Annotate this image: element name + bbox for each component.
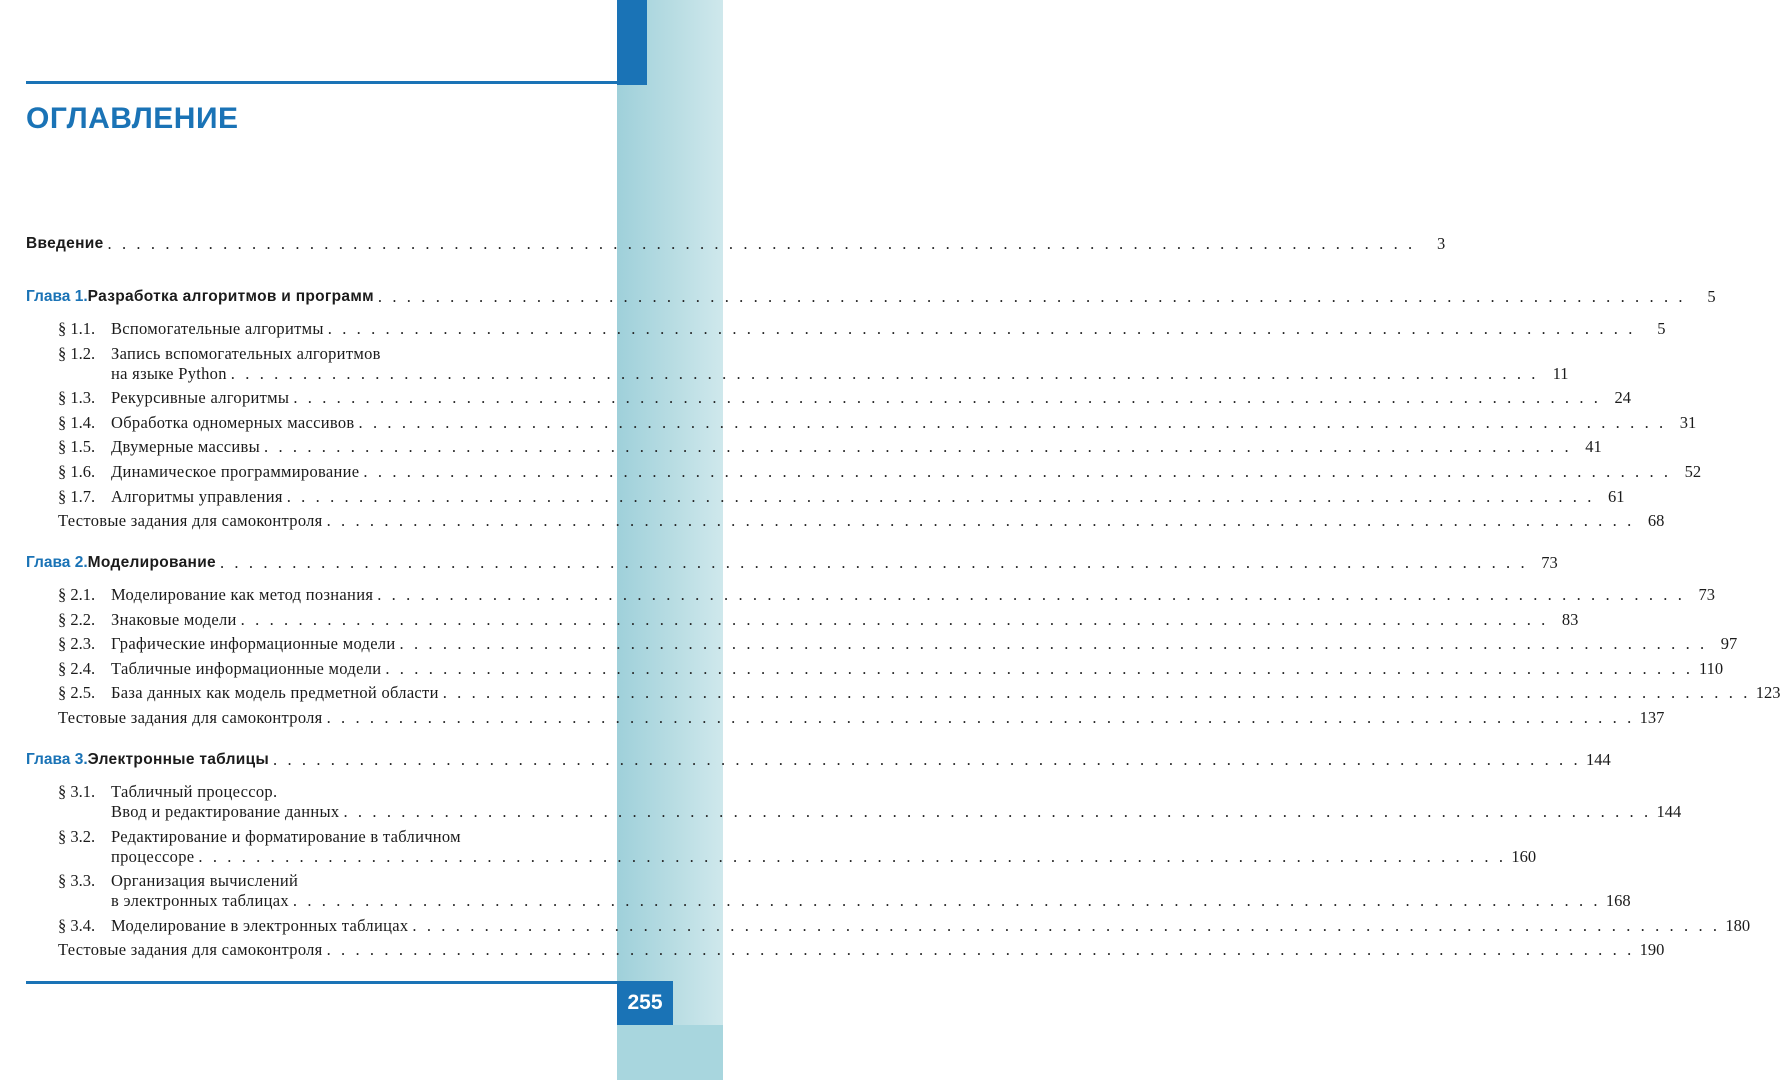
toc-chapter-3[interactable]: [26, 746, 1611, 770]
section-number: § 1.1.: [58, 319, 96, 338]
section-label-cont: процессоре: [111, 846, 195, 866]
toc-test[interactable]: [58, 936, 1665, 960]
leader-dots: . . . . . . . . . . . . . . . . . . . . . . . . . . . . . . . . . . . . . . . . . . . . . . . . . . . . . . . . . . . . . . . . . . . . . . . . . . . . . . . . . . . . . . . . . . .: [326, 708, 1635, 727]
section-label-cont: Ввод и редактирование данных: [111, 802, 340, 821]
leader-dots: . . . . . . . . . . . . . . . . . . . . . . . . . . . . . . . . . . . . . . . . . . . . . . . . . . . . . . . . . . . . . . . . . . . . . . . . . . . . . . . . . . . . . . . . . . .: [292, 891, 1601, 911]
section-number: § 2.2.: [58, 609, 96, 629]
section-number: § 3.4.: [58, 915, 96, 935]
leader-dots: . . . . . . . . . . . . . . . . . . . . . . . . . . . . . . . . . . . . . . . . . . . . . . . . . . . . . . . . . . . . . . . . . . . . . . . . . . . . . . . . . . . . . . . . . . .: [399, 634, 1708, 654]
intro-label: Введение: [26, 235, 104, 252]
page-ref: 41: [1585, 437, 1602, 457]
leader-dots: . . . . . . . . . . . . . . . . . . . . . . . . . . . . . . . . . . . . . . . . . . . . . . . . . . . . . . . . . . . . . . . . . . . . . . . . . . . . . . . . . . . . . . . . . . .: [230, 363, 1539, 383]
leader-dots: . . . . . . . . . . . . . . . . . . . . . . . . . . . . . . . . . . . . . . . . . . . . . . . . . . . . . . . . . . . . . . . . . . . . . . . . . . . . . . . . . . . . . . . . . . .: [286, 486, 1595, 506]
toc-section[interactable]: [58, 433, 1602, 457]
toc-section[interactable]: [58, 679, 1780, 703]
leader-dots: . . . . . . . . . . . . . . . . . . . . . . . . . . . . . . . . . . . . . . . . . . . . . . . . . . . . . . . . . . . . . . . . . . . . . . . . . . . . . . . . . . . . . . . . . . .: [107, 234, 1416, 253]
page-number: 255: [617, 981, 673, 1025]
section-number: § 1.5.: [58, 437, 96, 457]
top-corner-tab: [617, 0, 647, 85]
leader-dots: . . . . . . . . . . . . . . . . . . . . . . . . . . . . . . . . . . . . . . . . . . . . . . . . . . . . . . . . . . . . . . . . . . . . . . . . . . . . . . . . . . . . . . . . . . .: [442, 683, 1751, 703]
toc-section[interactable]: [58, 798, 1682, 822]
leader-dots: . . . . . . . . . . . . . . . . . . . . . . . . . . . . . . . . . . . . . . . . . . . . . . . . . . . . . . . . . . . . . . . . . . . . . . . . . . . . . . . . . . . . . . . . . . .: [343, 802, 1652, 821]
toc-section[interactable]: [58, 483, 1625, 507]
section-number: § 1.7.: [58, 486, 96, 506]
test-label: Тестовые задания для самоконтроля: [58, 511, 323, 531]
page-ref: 180: [1725, 915, 1751, 935]
section-number: § 2.4.: [58, 658, 96, 678]
section-label: Двумерные массивы: [111, 437, 260, 457]
toc-section[interactable]: [58, 458, 1702, 482]
section-label: Табличный процессор.: [111, 782, 278, 801]
page-ref: 190: [1639, 940, 1665, 960]
page-ref: 144: [1585, 750, 1611, 769]
page-ref: 137: [1639, 708, 1665, 727]
toc-section[interactable]: [58, 409, 1697, 433]
section-number: § 2.1.: [58, 585, 96, 604]
leader-dots: . . . . . . . . . . . . . . . . . . . . . . . . . . . . . . . . . . . . . . . . . . . . . . . . . . . . . . . . . . . . . . . . . . . . . . . . . . . . . . . . . . . . . . . . . . .: [385, 658, 1694, 678]
leader-dots: . . . . . . . . . . . . . . . . . . . . . . . . . . . . . . . . . . . . . . . . . . . . . . . . . . . . . . . . . . . . . . . . . . . . . . . . . . . . . . . . . . . . . . . . . . .: [358, 412, 1667, 432]
test-label: Тестовые задания для самоконтроля: [58, 940, 323, 960]
toc-section[interactable]: [58, 606, 1579, 630]
page-ref: 73: [1541, 553, 1558, 572]
section-label: Моделирование в электронных таблицах: [111, 915, 409, 935]
page-ref: 61: [1607, 486, 1625, 506]
leader-dots: . . . . . . . . . . . . . . . . . . . . . . . . . . . . . . . . . . . . . . . . . . . . . . . . . . . . . . . . . . . . . . . . . . . . . . . . . . . . . . . . . . . . . . . . . . .: [273, 750, 1581, 769]
toc-chapter-1[interactable]: [26, 283, 1716, 307]
section-number: § 2.3.: [58, 634, 96, 654]
page-ref: 97: [1720, 634, 1738, 654]
page-ref: 110: [1698, 658, 1724, 678]
section-number: § 3.3.: [58, 871, 96, 891]
leader-dots: . . . . . . . . . . . . . . . . . . . . . . . . . . . . . . . . . . . . . . . . . . . . . . . . . . . . . . . . . . . . . . . . . . . . . . . . . . . . . . . . . . . . . . . . . . .: [293, 388, 1602, 408]
section-label-cont: в электронных таблицах: [111, 891, 289, 911]
section-number: § 1.2.: [58, 343, 96, 363]
section-label: Динамическое программирование: [111, 462, 360, 481]
toc-section[interactable]: [58, 887, 1631, 911]
leader-dots: . . . . . . . . . . . . . . . . . . . . . . . . . . . . . . . . . . . . . . . . . . . . . . . . . . . . . . . . . . . . . . . . . . . . . . . . . . . . . . . . . . . . . . . . . . .: [219, 553, 1528, 572]
page-ref: 68: [1647, 511, 1665, 531]
section-label: Вспомогательные алгоритмы: [111, 319, 324, 338]
leader-dots: . . . . . . . . . . . . . . . . . . . . . . . . . . . . . . . . . . . . . . . . . . . . . . . . . . . . . . . . . . . . . . . . . . . . . . . . . . . . . . . . . . . . . . . . . . .: [326, 940, 1635, 960]
section-number: § 2.5.: [58, 683, 96, 703]
leader-dots: . . . . . . . . . . . . . . . . . . . . . . . . . . . . . . . . . . . . . . . . . . . . . . . . . . . . . . . . . . . . . . . . . . . . . . . . . . . . . . . . . . . . . . . . . . .: [198, 846, 1507, 866]
page-ref: 5: [1707, 287, 1716, 306]
section-label: Знаковые модели: [111, 609, 237, 629]
section-number: § 3.2.: [58, 826, 96, 846]
page-title: ОГЛАВЛЕНИЕ: [26, 102, 239, 135]
toc-test[interactable]: [58, 507, 1665, 531]
toc-section[interactable]: [58, 912, 1751, 936]
section-number: § 1.4.: [58, 412, 96, 432]
leader-dots: . . . . . . . . . . . . . . . . . . . . . . . . . . . . . . . . . . . . . . . . . . . . . . . . . . . . . . . . . . . . . . . . . . . . . . . . . . . . . . . . . . . . . . . . . . .: [377, 585, 1685, 604]
page-ref: 144: [1656, 802, 1682, 821]
chapter-title: Электронные таблицы: [87, 751, 269, 768]
bottom-corner-strip: [617, 1025, 723, 1080]
section-number: § 3.1.: [58, 782, 96, 801]
section-label: Табличные информационные модели: [111, 658, 382, 678]
section-label: База данных как модель предметной области: [111, 683, 439, 703]
section-label-cont: на языке Python: [111, 363, 227, 383]
toc-test[interactable]: [58, 704, 1665, 728]
page-ref: 168: [1605, 891, 1631, 911]
leader-dots: . . . . . . . . . . . . . . . . . . . . . . . . . . . . . . . . . . . . . . . . . . . . . . . . . . . . . . . . . . . . . . . . . . . . . . . . . . . . . . . . . . . . . . . . . . .: [264, 437, 1572, 457]
leader-dots: . . . . . . . . . . . . . . . . . . . . . . . . . . . . . . . . . . . . . . . . . . . . . . . . . . . . . . . . . . . . . . . . . . . . . . . . . . . . . . . . . . . . . . . . . . .: [326, 511, 1635, 531]
leader-dots: . . . . . . . . . . . . . . . . . . . . . . . . . . . . . . . . . . . . . . . . . . . . . . . . . . . . . . . . . . . . . . . . . . . . . . . . . . . . . . . . . . . . . . . . . . .: [363, 462, 1672, 481]
page-ref: 3: [1437, 234, 1446, 253]
bottom-rule: [26, 981, 618, 984]
page-ref: 123: [1755, 683, 1780, 703]
page-ref: 31: [1679, 412, 1697, 432]
page-ref: 83: [1561, 609, 1579, 629]
leader-dots: . . . . . . . . . . . . . . . . . . . . . . . . . . . . . . . . . . . . . . . . . . . . . . . . . . . . . . . . . . . . . . . . . . . . . . . . . . . . . . . . . . . . . . . . . . .: [240, 609, 1549, 629]
test-label: Тестовые задания для самоконтроля: [58, 708, 323, 727]
leader-dots: . . . . . . . . . . . . . . . . . . . . . . . . . . . . . . . . . . . . . . . . . . . . . . . . . . . . . . . . . . . . . . . . . . . . . . . . . . . . . . . . . . . . . . . . . . .: [412, 915, 1721, 935]
toc-section[interactable]: [58, 655, 1724, 679]
toc-section[interactable]: [58, 843, 1537, 867]
toc-section[interactable]: [58, 360, 1569, 384]
section-number: § 1.6.: [58, 462, 96, 481]
toc-intro[interactable]: [26, 230, 1446, 254]
section-label: Алгоритмы управления: [111, 486, 283, 506]
leader-dots: . . . . . . . . . . . . . . . . . . . . . . . . . . . . . . . . . . . . . . . . . . . . . . . . . . . . . . . . . . . . . . . . . . . . . . . . . . . . . . . . . . . . . . . . . . .: [377, 287, 1686, 306]
chapter-prefix: Глава 3.: [26, 751, 88, 768]
section-label: Организация вычислений: [111, 871, 299, 891]
section-label: Запись вспомогательных алгоритмов: [111, 343, 381, 363]
chapter-prefix: Глава 1.: [26, 288, 88, 305]
top-rule: [26, 81, 618, 84]
chapter-prefix: Глава 2.: [26, 554, 88, 571]
page-ref: 5: [1657, 319, 1666, 338]
page-ref: 11: [1552, 363, 1569, 383]
section-number: § 1.3.: [58, 388, 96, 408]
section-label: Обработка одномерных массивов: [111, 412, 355, 432]
chapter-title: Моделирование: [87, 554, 216, 571]
page-ref: 160: [1511, 846, 1537, 866]
toc-section[interactable]: [58, 630, 1738, 654]
page-ref: 52: [1684, 462, 1702, 481]
chapter-title: Разработка алгоритмов и программ: [87, 288, 374, 305]
toc-section[interactable]: [58, 384, 1632, 408]
toc-section[interactable]: [58, 315, 1666, 339]
leader-dots: . . . . . . . . . . . . . . . . . . . . . . . . . . . . . . . . . . . . . . . . . . . . . . . . . . . . . . . . . . . . . . . . . . . . . . . . . . . . . . . . . . . . . . . . . . .: [327, 319, 1636, 338]
page-ref: 73: [1698, 585, 1715, 604]
section-label: Рекурсивные алгоритмы: [111, 388, 290, 408]
section-label: Редактирование и форматирование в табличном: [111, 826, 461, 846]
toc-section[interactable]: [58, 581, 1715, 605]
toc-chapter-2[interactable]: [26, 549, 1558, 573]
page-ref: 24: [1614, 388, 1632, 408]
section-label: Моделирование как метод познания: [111, 585, 374, 604]
section-label: Графические информационные модели: [111, 634, 396, 654]
